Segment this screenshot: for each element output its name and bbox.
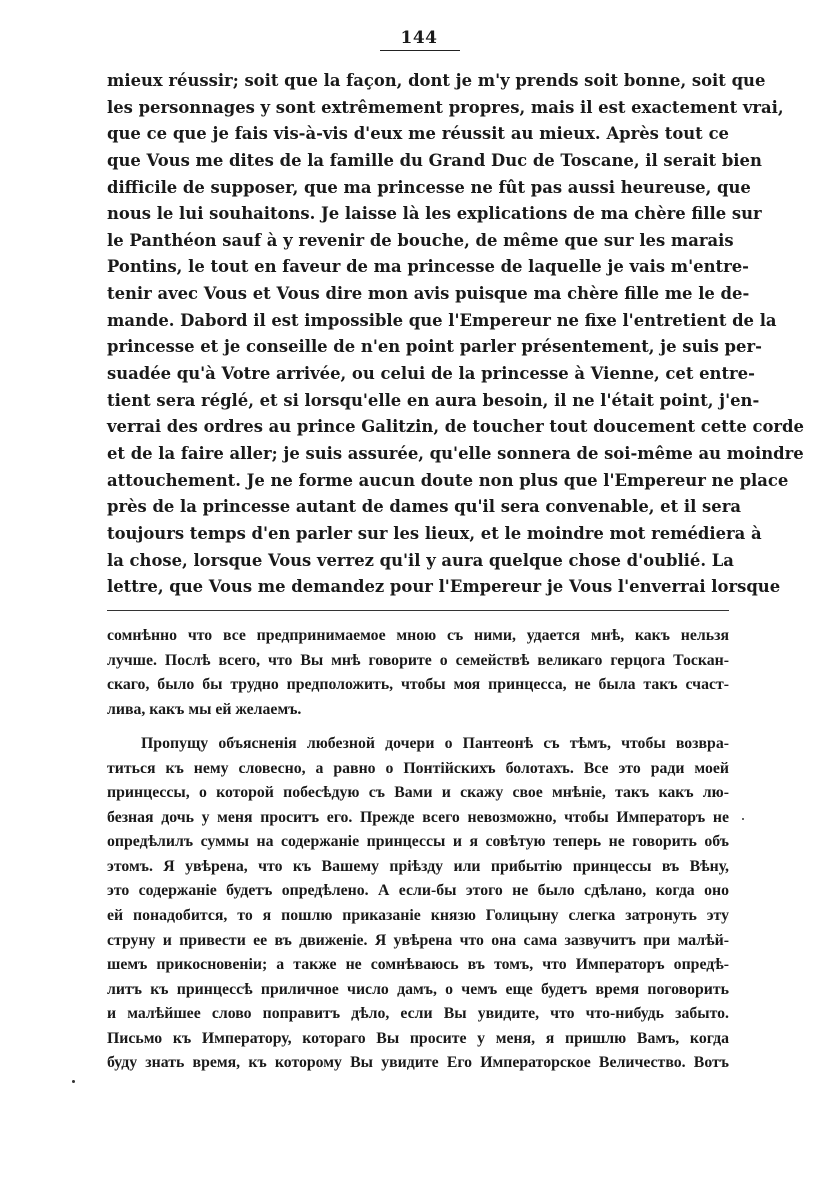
paper-speck — [742, 818, 744, 820]
russian-translation-text — [107, 624, 729, 1076]
russian-line: сомнѣнно что все предпринимаемое мною съ ними, удается мнѣ, какъ нельзя — [107, 627, 729, 644]
french-line: tient sera réglé, et si lorsqu'elle en aura besoin, il ne l'était point, j'en- — [107, 390, 760, 410]
french-line: verrai des ordres au prince Galitzin, de toucher tout doucement cette corde — [107, 417, 804, 437]
french-line: Pontins, le tout en faveur de ma princesse de laquelle je vais m'entre- — [107, 257, 749, 277]
russian-line: шемъ прикосновеніи; а также не сомнѣваюсь въ томъ, что Императоръ опредѣ- — [107, 956, 729, 974]
french-original-text — [107, 68, 804, 601]
russian-line: титься къ нему словесно, а равно о Понтійскихъ болотахъ. Все это ради моей — [107, 759, 729, 777]
french-line: tenir avec Vous et Vous dire mon avis puisque ma chère fille me le de- — [107, 284, 750, 304]
russian-line: опредѣлилъ суммы на содержаніе принцессы и я совѣтую теперь не говорить объ — [107, 833, 729, 851]
french-line: princesse et je conseille de n'en point parler présentement, je suis per- — [107, 337, 762, 357]
russian-line: скаго, было бы трудно предположить, чтобы моя принцесса, не была такъ счаст- — [107, 676, 729, 694]
page-number: 144 — [400, 28, 438, 48]
french-line: lettre, que Vous me demandez pour l'Empereur je Vous l'enverrai lorsque — [107, 577, 781, 597]
french-line: les personnages y sont extrêmement propres, mais il est exactement vrai, — [107, 97, 784, 117]
russian-line: ей понадобится, то я пошлю приказаніе князю Голицыну слегка затронуть эту — [107, 907, 729, 925]
russian-line: лива, какъ мы ей желаемъ. — [107, 700, 302, 718]
russian-line: Письмо къ Императору, котораго Вы просите у меня, я пришлю Вамъ, когда — [107, 1029, 729, 1047]
french-line: difficile de supposer, que ma princesse ne fût pas aussi heureuse, que — [107, 177, 751, 197]
page-number-rule — [380, 50, 460, 51]
russian-line: безная дочь у меня проситъ его. Прежде всего невозможно, чтобы Императоръ не — [107, 808, 729, 826]
french-line: la chose, lorsque Vous verrez qu'il y aura quelque chose d'oublié. La — [107, 550, 734, 570]
russian-line: этомъ. Я увѣрена, что къ Вашему пріѣзду или прибытію принцессы въ Вѣну, — [107, 857, 729, 875]
paragraph-gap — [107, 722, 729, 732]
french-line: près de la princesse autant de dames qu'il sera convenable, et il sera — [107, 497, 741, 517]
french-line: et de la faire aller; je suis assurée, qu'elle sonnera de soi-même au moindre — [107, 443, 804, 463]
french-line: mieux réussir; soit que la façon, dont je m'y prends soit bonne, soit que — [107, 71, 766, 90]
russian-line: буду знать время, къ которому Вы увидите Его Императорское Величество. Вотъ — [107, 1054, 729, 1072]
russian-line: струну и привести ее въ движеніе. Я увѣрена что она сама зазвучитъ при малѣй- — [107, 931, 729, 949]
french-line: mande. Dabord il est impossible que l'Empereur ne fixe l'entretient de la — [107, 310, 777, 330]
russian-line: литъ къ принцессѣ приличное число дамъ, о чемъ еще будетъ время поговорить — [107, 980, 729, 998]
french-line: que ce que je fais vis-à-vis d'eux me réussit au mieux. Après tout ce — [107, 124, 729, 144]
french-line: toujours temps d'en parler sur les lieux, et le moindre mot remédiera à — [107, 523, 762, 543]
french-line: nous le lui souhaitons. Je laisse là les explications de ma chère fille sur — [107, 204, 762, 224]
russian-line: это содержаніе будетъ опредѣлено. А если-бы этого не было сдѣлано, когда оно — [107, 882, 729, 900]
paper-speck — [72, 1080, 75, 1083]
french-line: attouchement. Je ne forme aucun doute non plus que l'Empereur ne place — [107, 470, 789, 490]
russian-line: принцессы, о которой побесѣдую съ Вами и скажу свое мнѣніе, такъ какъ лю- — [107, 784, 729, 802]
russian-line: лучше. Послѣ всего, что Вы мнѣ говорите о семействѣ великаго герцога Тоскан- — [107, 651, 729, 669]
russian-line: Пропущу объясненія любезной дочери о Пантеонѣ съ тѣмъ, чтобы возвра- — [141, 735, 729, 753]
french-line: le Panthéon sauf à y revenir de bouche, de même que sur les marais — [107, 230, 734, 250]
french-line: suadée qu'à Votre arrivée, ou celui de la princesse à Vienne, cet entre- — [107, 364, 755, 384]
section-separator — [107, 610, 729, 611]
russian-line: и малѣйшее слово поправитъ дѣло, если Вы увидите, что что-нибудь забыто. — [107, 1005, 729, 1023]
french-line: que Vous me dites de la famille du Grand Duc de Toscane, il serait bien — [107, 150, 762, 170]
